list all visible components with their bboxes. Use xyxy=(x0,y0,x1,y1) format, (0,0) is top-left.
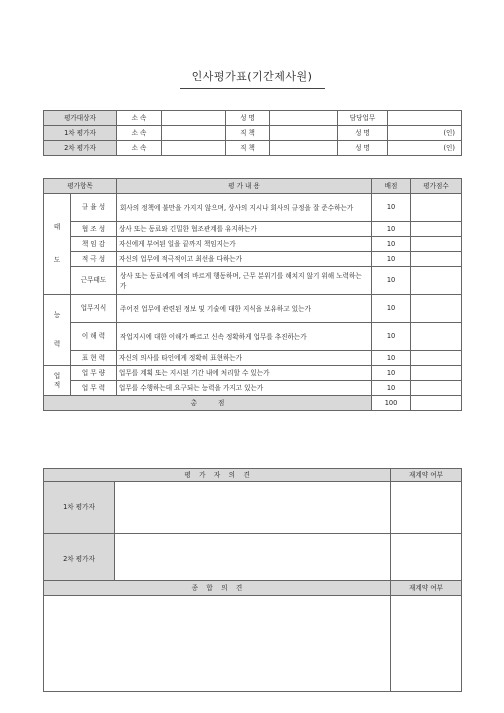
target-label: 평가대상자 xyxy=(44,111,117,126)
table-row xyxy=(44,351,462,366)
table-row xyxy=(44,194,462,222)
item-content: 자신의 의사를 타인에게 정확히 표현하는가 xyxy=(117,351,372,366)
info-row-target xyxy=(44,111,462,126)
evaluator2-dept-field[interactable] xyxy=(162,141,226,156)
item-content: 자신의 업무에 적극적이고 최선을 다하는가 xyxy=(117,252,372,267)
score-field[interactable] xyxy=(411,366,462,381)
item-points: 10 xyxy=(372,222,411,237)
evaluator1-opinion-field[interactable] xyxy=(115,482,391,534)
evaluator2-opinion-label: 2차 평가자 xyxy=(44,534,115,586)
target-dept-field[interactable] xyxy=(162,111,226,126)
table-row xyxy=(44,222,462,237)
target-name-field[interactable] xyxy=(270,111,338,126)
table-row xyxy=(44,252,462,267)
name-label: 성 명 xyxy=(338,141,388,156)
title-underline xyxy=(180,88,325,89)
group-char: 도 xyxy=(53,256,61,264)
dept-label: 소 속 xyxy=(117,126,162,141)
info-row-evaluator2 xyxy=(44,141,462,156)
info-table xyxy=(43,110,462,156)
position-label: 직 책 xyxy=(226,126,270,141)
opinion-table xyxy=(43,468,462,586)
summary-row xyxy=(44,596,462,692)
total-score-field[interactable] xyxy=(411,396,462,411)
table-row xyxy=(44,366,462,381)
evaluator1-dept-field[interactable] xyxy=(162,126,226,141)
evaluation-header-row xyxy=(44,179,462,194)
name-label: 성 명 xyxy=(226,111,270,126)
group-char: 업 xyxy=(53,371,61,380)
item-label: 업 무 량 xyxy=(71,366,117,381)
score-field[interactable] xyxy=(411,295,462,323)
recontract-header: 재계약 여부 xyxy=(391,469,462,482)
score-field[interactable] xyxy=(411,222,462,237)
item-points: 10 xyxy=(372,252,411,267)
item-label: 업무지식 xyxy=(71,295,117,323)
item-content: 회사의 정책에 불만을 가지지 않으며, 상사의 지시나 회사의 규정을 잘 준수하는가 xyxy=(117,194,372,222)
score-field[interactable] xyxy=(411,323,462,351)
target-duty-field[interactable] xyxy=(388,111,462,126)
evaluator1-label: 1차 평가자 xyxy=(44,126,117,141)
total-points: 100 xyxy=(372,396,411,411)
evaluator2-opinion-field[interactable] xyxy=(115,534,391,586)
group-attitude xyxy=(44,194,71,295)
dept-label: 소 속 xyxy=(117,141,162,156)
seal-mark[interactable]: (인) xyxy=(388,126,462,141)
name-label: 성 명 xyxy=(338,126,388,141)
item-points: 10 xyxy=(372,351,411,366)
item-label: 업 무 력 xyxy=(71,381,117,396)
evaluator2-position-field[interactable] xyxy=(270,141,338,156)
item-label: 근무태도 xyxy=(71,267,117,295)
dept-label: 소 속 xyxy=(117,111,162,126)
group-char: 력 xyxy=(53,340,61,348)
item-content: 자신에게 부여된 일을 끝까지 책임지는가 xyxy=(117,237,372,252)
item-points: 10 xyxy=(372,381,411,396)
header-score: 평가점수 xyxy=(411,179,462,194)
evaluator2-label: 2차 평가자 xyxy=(44,141,117,156)
info-row-evaluator1 xyxy=(44,126,462,141)
item-label: 규 율 성 xyxy=(71,194,117,222)
summary-header: 종 합 의 견 xyxy=(44,581,391,596)
score-field[interactable] xyxy=(411,381,462,396)
seal-mark[interactable]: (인) xyxy=(388,141,462,156)
opinion-header-row xyxy=(44,469,462,482)
score-field[interactable] xyxy=(411,267,462,295)
total-row xyxy=(44,396,462,411)
score-field[interactable] xyxy=(411,252,462,267)
evaluation-table xyxy=(43,178,462,411)
item-content: 작업지시에 대한 이해가 빠르고 신속 정확하게 업무를 추진하는가 xyxy=(117,323,372,351)
item-label: 표 현 력 xyxy=(71,351,117,366)
document-title: 인사평가표(기간제사원) xyxy=(191,70,313,83)
item-label: 이 해 력 xyxy=(71,323,117,351)
evaluator1-recontract-field[interactable] xyxy=(391,482,462,534)
item-points: 10 xyxy=(372,323,411,351)
item-points: 10 xyxy=(372,366,411,381)
group-char: 태 xyxy=(53,223,61,231)
opinion-header: 평 가 자 의 견 xyxy=(44,469,391,482)
score-field[interactable] xyxy=(411,351,462,366)
group-char: 적 xyxy=(53,380,61,389)
item-points: 10 xyxy=(372,267,411,295)
total-label: 총 점 xyxy=(44,396,372,411)
opinion-row xyxy=(44,534,462,586)
duty-label: 담당업무 xyxy=(338,111,388,126)
item-points: 10 xyxy=(372,237,411,252)
table-row xyxy=(44,381,462,396)
group-performance xyxy=(44,366,71,396)
item-content: 상사 또는 동료와 긴밀한 협조관계를 유지하는가 xyxy=(117,222,372,237)
score-field[interactable] xyxy=(411,194,462,222)
header-item: 평가항목 xyxy=(44,179,117,194)
summary-opinion-field[interactable] xyxy=(44,596,391,692)
table-row xyxy=(44,295,462,323)
score-field[interactable] xyxy=(411,237,462,252)
item-content: 업무를 수행하는데 요구되는 능력을 가지고 있는가 xyxy=(117,381,372,396)
header-points: 배점 xyxy=(372,179,411,194)
evaluator1-position-field[interactable] xyxy=(270,126,338,141)
item-content: 상사 또는 동료에게 예의 바르게 행동하며, 근무 분위기를 해치지 않기 위해 노력하는가 xyxy=(117,267,372,295)
opinion-row xyxy=(44,482,462,534)
summary-recontract-field[interactable] xyxy=(391,596,462,692)
item-label: 적 극 성 xyxy=(71,252,117,267)
summary-header-row xyxy=(44,581,462,596)
evaluator2-recontract-field[interactable] xyxy=(391,534,462,586)
evaluator1-opinion-label: 1차 평가자 xyxy=(44,482,115,534)
table-row xyxy=(44,237,462,252)
item-points: 10 xyxy=(372,194,411,222)
group-ability xyxy=(44,295,71,366)
item-label: 협 조 성 xyxy=(71,222,117,237)
summary-table xyxy=(43,580,462,692)
item-content: 주어진 업무에 관련된 정보 및 기술에 대한 지식을 보유하고 있는가 xyxy=(117,295,372,323)
item-label: 책 임 감 xyxy=(71,237,117,252)
position-label: 직 책 xyxy=(226,141,270,156)
summary-recontract-header: 재계약 여부 xyxy=(391,581,462,596)
header-content: 평 가 내 용 xyxy=(117,179,372,194)
item-content: 업무를 계획 또는 지시된 기간 내에 처리할 수 있는가 xyxy=(117,366,372,381)
table-row xyxy=(44,267,462,295)
table-row xyxy=(44,323,462,351)
group-char: 능 xyxy=(53,311,61,319)
item-points: 10 xyxy=(372,295,411,323)
